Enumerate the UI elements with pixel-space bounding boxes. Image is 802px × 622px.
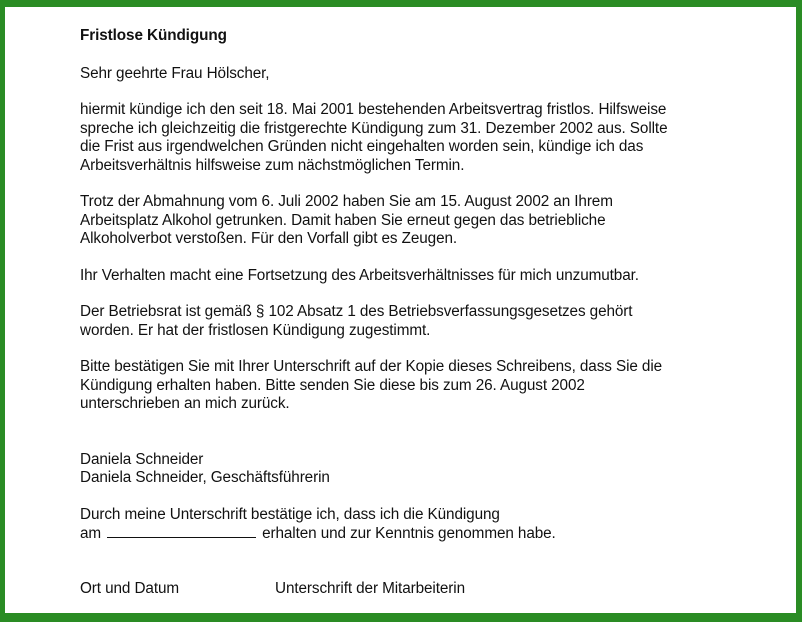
confirmation-text: Durch meine Unterschrift bestätige ich, dass ich die Kündigung [80, 505, 500, 523]
signer-name: Daniela Schneider [80, 450, 204, 468]
paragraph-line: Trotz der Abmahnung vom 6. Juli 2002 haben Sie am 15. August 2002 an Ihrem [80, 193, 613, 210]
paragraph-line: Kündigung erhalten haben. Bitte senden Sie diese bis zum 26. August 2002 [80, 376, 585, 394]
paragraph-line: die Frist aus irgendwelchen Gründen nicht eingehalten worden sein, kündige ich das [80, 138, 644, 155]
paragraph-line: Arbeitsplatz Alkohol getrunken. Damit haben Sie erneut gegen das betriebliche [80, 211, 606, 229]
paragraph-line: unterschrieben an mich zurück. [80, 395, 290, 412]
date-blank-field[interactable] [107, 524, 256, 538]
paragraph-works-council [80, 303, 770, 340]
salutation: Sehr geehrte Frau Hölscher, [80, 64, 270, 82]
letter-title: Fristlose Kündigung [80, 27, 227, 44]
paragraph-line: spreche ich gleichzeitig die fristgerechte Kündigung zum 31. Dezember 2002 aus. Sollte [80, 119, 668, 137]
paragraph-line: hiermit kündige ich den seit 18. Mai 2001 bestehenden Arbeitsvertrag fristlos. Hilfsweise [80, 101, 667, 118]
paragraph-reason [80, 193, 770, 249]
signer-name-role: Daniela Schneider, Geschäftsführerin [80, 469, 330, 486]
receipt-confirmation [80, 506, 770, 544]
paragraph-line: Der Betriebsrat ist gemäß § 102 Absatz 1 des Betriebsverfassungsgesetzes gehört [80, 303, 633, 320]
confirmation-date-prefix: am [80, 525, 102, 542]
confirmation-date-suffix: erhalten und zur Kenntnis genommen habe. [262, 525, 556, 542]
paragraph-line: Bitte bestätigen Sie mit Ihrer Unterschrift auf der Kopie dieses Schreibens, dass Sie die [80, 358, 663, 375]
paragraph-line: Arbeitsverhältnis hilfsweise zum nächstmöglichen Termin. [80, 156, 465, 174]
paragraph-termination [80, 101, 770, 175]
paragraph-line: Alkoholverbot verstoßen. Für den Vorfall gibt es Zeugen. [80, 230, 458, 247]
paragraph-unacceptable [80, 267, 770, 286]
paragraph-confirmation-request [80, 358, 770, 414]
confirmation-date-line [80, 524, 770, 544]
employee-signature-label: Unterschrift der Mitarbeiterin [275, 579, 465, 597]
paragraph-line: worden. Er hat der fristlosen Kündigung zugestimmt. [80, 321, 431, 339]
place-date-label: Ort und Datum [80, 579, 180, 597]
paragraph-line: Ihr Verhalten macht eine Fortsetzung des Arbeitsverhältnisses für mich unzumutbar. [80, 266, 639, 284]
letter-body [80, 27, 770, 598]
signature-block [80, 451, 770, 488]
signature-footer [80, 580, 770, 599]
